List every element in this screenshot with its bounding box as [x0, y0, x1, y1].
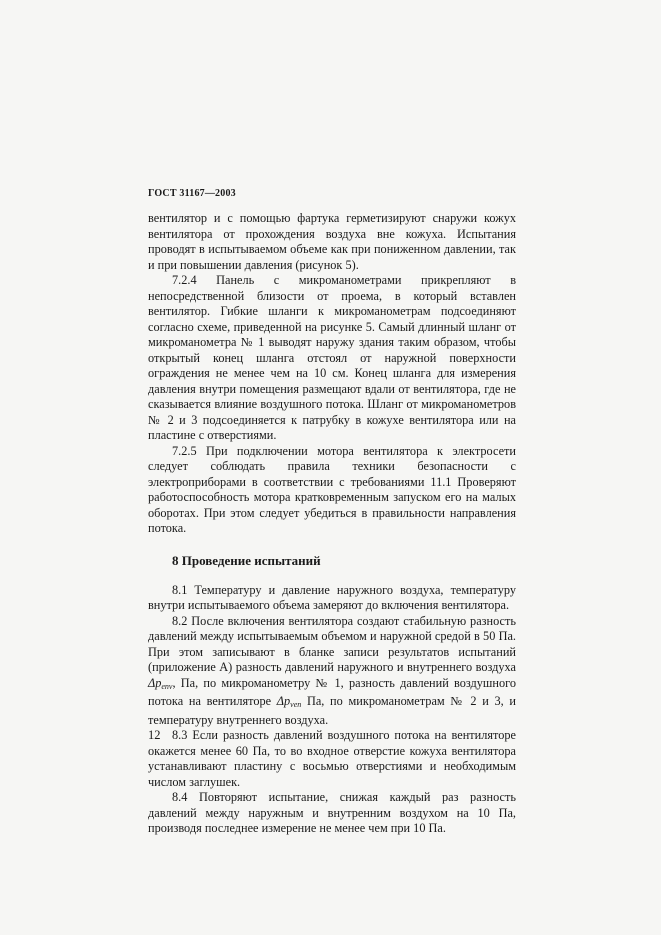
paragraph-continuation: вентилятор и с помощью фартука герметизируют снаружи кожух вентилятора от прохождения воздуха вне кожуха. Испытания проводят в испытываемом объеме как при пониженном давлении, так и при повышении давления (рисунок 5). — [148, 211, 516, 272]
delta-p-ven-subscript: ven — [290, 700, 302, 709]
delta-p-env-subscript: env — [161, 681, 173, 691]
paragraph-7-2-4: 7.2.4 Панель с микроманометрами прикрепляют в непосредственной близости от проема, в который вставлен вентилятор. Гибкие шланги к микроманометрам подсоединяют согласно схеме, приведенной на рисунке 5. Самый длинный шланг от микроманометра № 1 выводят наружу здания таким образом, чтобы открытый конец шланга отстоял от наружной поверхности ограждения не менее чем на 10 см. Конец шланга для измерения давления внутри помещения размещают вдали от вентилятора, где не сказывается влияние воздушного потока. Шланг от микроманометров № 2 и 3 подсоединяется к патрубку в кожухе вентилятора или на пластине с отверстиями. — [148, 273, 516, 442]
paragraph-8-1: 8.1 Температуру и давление наружного воздуха, температуру внутри испытываемого объема замеряют до включения вентилятора. — [148, 582, 516, 612]
delta-p-env-symbol: Δp — [148, 675, 162, 690]
document-header: ГОСТ 31167—2003 — [148, 188, 236, 199]
page-number: 12 — [148, 728, 161, 742]
paragraph-8-4: 8.4 Повторяют испытание, снижая каждый раз разность давлений между наружным и внутренним воздухом на 10 Па, производя последнее измерение не менее чем при 10 Па. — [148, 790, 516, 835]
delta-p-ven-symbol: Δp — [276, 694, 291, 708]
paragraph-8-2-part-a: 8.2 После включения вентилятора создают стабильную разность давлений между испытываемым объемом и наружной средой в 50 Па. При этом записывают в бланке записи результатов испытаний (приложение А) разность давлений наружного и внутреннего воздуха — [148, 613, 516, 674]
paragraph-8-3: 8.3 Если разность давлений воздушного потока на вентиляторе окажется менее 60 Па, то во входное отверстие кожуха вентилятора устанавливают пластину с восьмью отверстиями и необходимым числом заглушек. — [148, 728, 516, 789]
section-heading: 8 Проведение испытаний — [172, 552, 321, 568]
paragraph-8-2 — [148, 614, 516, 729]
document-body — [148, 211, 516, 837]
paragraph-7-2-5: 7.2.5 При подключении мотора вентилятора к электросети следует соблюдать правила техники безопасности с электроприборами в соответствии с требованиями 11.1 Проверяют работоспособность мотора кратковременным запуском его на малых оборотах. При этом следует убедиться в правильности направления потока. — [148, 443, 516, 535]
paragraph-8-2-part-b: , Па, по микроманометру № 1, разность давлений воздушного потока на вентиляторе — [148, 675, 516, 708]
paragraph-8-2-part-c: Па, по микроманометрам № 2 и 3, и температуру внутреннего воздуха. — [148, 694, 517, 727]
